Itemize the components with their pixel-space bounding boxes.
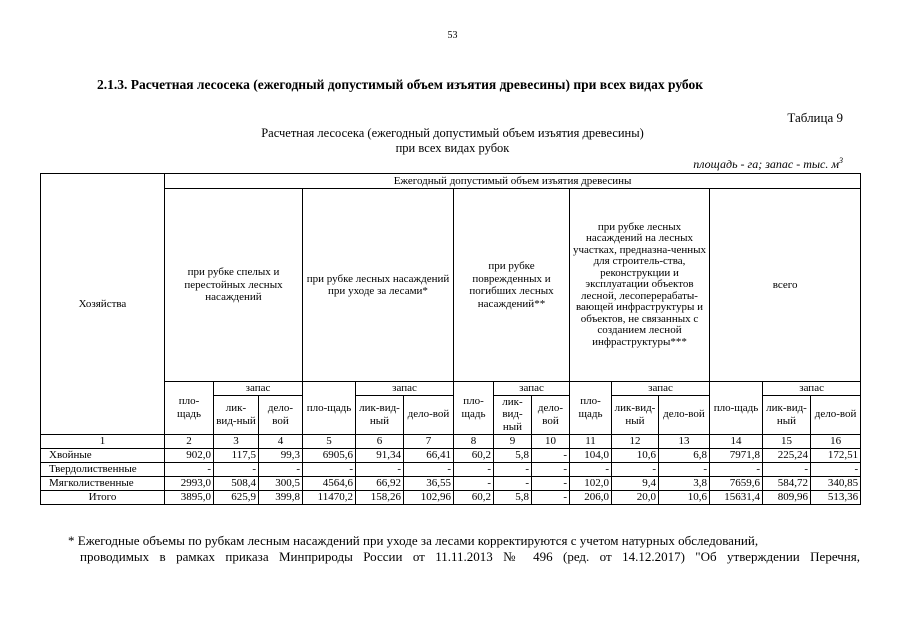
business-header: дело-вой	[404, 395, 454, 434]
table-cell: 508,4	[214, 476, 259, 490]
liquid-header: лик-вид-ный	[612, 395, 659, 434]
page-number: 53	[447, 30, 458, 41]
table-cell: -	[532, 476, 570, 490]
table-cell: 206,0	[570, 490, 612, 504]
table-cell: -	[612, 462, 659, 476]
area-header: пло-щадь	[454, 382, 494, 435]
group-mature-header: при рубке спелых и перестойных лесных насаждений	[165, 189, 303, 382]
table-cell: 5,8	[494, 448, 532, 462]
table-cell: 172,51	[811, 448, 861, 462]
table-cell: -	[532, 490, 570, 504]
footnote	[68, 533, 860, 565]
table-cell: -	[811, 462, 861, 476]
table-cell: 300,5	[259, 476, 303, 490]
row-label: Мягколиственные	[41, 476, 165, 490]
table-row	[41, 462, 861, 476]
column-number-cell: 15	[763, 434, 811, 448]
table-cell: 15631,4	[710, 490, 763, 504]
table-cell: 60,2	[454, 490, 494, 504]
table-cell: -	[303, 462, 356, 476]
stock-header: запас	[612, 382, 710, 396]
header-row-stock	[41, 382, 861, 396]
table-cell: 584,72	[763, 476, 811, 490]
table-cell: -	[494, 462, 532, 476]
table-cell: 66,41	[404, 448, 454, 462]
area-header: пло-щадь	[303, 382, 356, 435]
business-header: дело-вой	[259, 395, 303, 434]
table-cell: 117,5	[214, 448, 259, 462]
table-cell: 104,0	[570, 448, 612, 462]
column-numbers-row	[41, 434, 861, 448]
table-cell: 10,6	[612, 448, 659, 462]
annual-volume-header: Ежегодный допустимый объем изъятия древесины	[165, 174, 861, 189]
caption-line-1: Расчетная лесосека (ежегодный допустимый объем изъятия древесины)	[261, 126, 644, 140]
table-cell: 158,26	[356, 490, 404, 504]
header-row-top	[41, 174, 861, 189]
table-cell: -	[763, 462, 811, 476]
table-cell: -	[659, 462, 710, 476]
table-cell: 4564,6	[303, 476, 356, 490]
column-number-cell: 12	[612, 434, 659, 448]
table-cell: -	[570, 462, 612, 476]
area-header: пло-щадь	[570, 382, 612, 435]
units-note	[693, 156, 843, 172]
table-number: Таблица 9	[787, 110, 843, 125]
units-superscript: 3	[839, 156, 843, 165]
stock-header: запас	[494, 382, 570, 396]
section-heading: 2.1.3. Расчетная лесосека (ежегодный допустимый объем изъятия древесины) при всех видах рубок	[97, 77, 704, 92]
table-cell: 9,4	[612, 476, 659, 490]
table-cell: -	[259, 462, 303, 476]
table-cell: 11470,2	[303, 490, 356, 504]
column-number-cell: 2	[165, 434, 214, 448]
column-number-cell: 14	[710, 434, 763, 448]
table-cell: 102,96	[404, 490, 454, 504]
table-cell: 36,55	[404, 476, 454, 490]
table-cell: 91,34	[356, 448, 404, 462]
table-cell: 7659,6	[710, 476, 763, 490]
column-number-cell: 1	[41, 434, 165, 448]
table-cell: 809,96	[763, 490, 811, 504]
area-header: пло-щадь	[165, 382, 214, 435]
table-cell: -	[454, 462, 494, 476]
table-cell: -	[404, 462, 454, 476]
stock-header: запас	[214, 382, 303, 396]
table-cell: 2993,0	[165, 476, 214, 490]
column-number-cell: 9	[494, 434, 532, 448]
group-total-header: всего	[710, 189, 861, 382]
column-number-cell: 16	[811, 434, 861, 448]
row-label: Итого	[41, 490, 165, 504]
column-number-cell: 11	[570, 434, 612, 448]
footnote-line-1: * Ежегодные объемы по рубкам лесным насаждений при уходе за лесами корректируются с учетом натурных обследований,	[68, 533, 759, 548]
business-header: дело-вой	[659, 395, 710, 434]
business-header: дело-вой	[532, 395, 570, 434]
column-number-cell: 5	[303, 434, 356, 448]
table-cell: 20,0	[612, 490, 659, 504]
table-cell: 902,0	[165, 448, 214, 462]
table-cell: 66,92	[356, 476, 404, 490]
table-cell: 6,8	[659, 448, 710, 462]
liquid-header: лик-вид-ный	[763, 395, 811, 434]
liquid-header: лик-вид-ный	[356, 395, 404, 434]
table-cell: 99,3	[259, 448, 303, 462]
table-cell: 399,8	[259, 490, 303, 504]
liquid-header: лик-вид-ный	[494, 395, 532, 434]
header-row-groups	[41, 189, 861, 382]
table-cell: 625,9	[214, 490, 259, 504]
table-cell: 6905,6	[303, 448, 356, 462]
table-caption	[0, 126, 905, 156]
table-cell: 102,0	[570, 476, 612, 490]
row-label: Твердолиственные	[41, 462, 165, 476]
group-damaged-header: при рубке поврежденных и погибших лесных насаждений**	[454, 189, 570, 382]
cutting-volume-table	[40, 173, 861, 505]
row-label: Хвойные	[41, 448, 165, 462]
table-cell: -	[356, 462, 404, 476]
column-number-cell: 7	[404, 434, 454, 448]
table-body	[41, 448, 861, 504]
table-row	[41, 476, 861, 490]
table-cell: 7971,8	[710, 448, 763, 462]
table-cell: -	[494, 476, 532, 490]
column-number-cell: 4	[259, 434, 303, 448]
table-cell: 225,24	[763, 448, 811, 462]
table-cell: -	[710, 462, 763, 476]
table-row	[41, 490, 861, 504]
area-header: пло-щадь	[710, 382, 763, 435]
table-cell: -	[214, 462, 259, 476]
table-cell: 3,8	[659, 476, 710, 490]
business-header: дело-вой	[811, 395, 861, 434]
table-cell: -	[532, 462, 570, 476]
stock-header: запас	[356, 382, 454, 396]
table-row	[41, 448, 861, 462]
column-number-cell: 8	[454, 434, 494, 448]
stock-header: запас	[763, 382, 861, 396]
column-number-cell: 6	[356, 434, 404, 448]
group-infrastructure-header: при рубке лесных насаждений на лесных участках, предназна-ченных для строитель-ства, реконструкции и эксплуатации объектов лесной, лесоперерабаты-вающей инфраструктуры и объектов, не связанных с созданием лесной инфраструктуры***	[570, 189, 710, 382]
liquid-header: лик-вид-ный	[214, 395, 259, 434]
table-cell: -	[532, 448, 570, 462]
table-cell: 60,2	[454, 448, 494, 462]
column-number-cell: 10	[532, 434, 570, 448]
table-cell: 5,8	[494, 490, 532, 504]
footnote-line-2: проводимых в рамках приказа Минприроды России от 11.11.2013 № 496 (ред. от 14.12.2017) "Об утверждении Перечня,	[80, 549, 860, 564]
column-number-cell: 13	[659, 434, 710, 448]
group-care-header: при рубке лесных насаждений при уходе за лесами*	[303, 189, 454, 382]
table-cell: 10,6	[659, 490, 710, 504]
table-cell: 513,36	[811, 490, 861, 504]
farm-header: Хозяйства	[41, 174, 165, 435]
table-cell: -	[454, 476, 494, 490]
units-text: площадь - га; запас - тыс. м	[693, 157, 839, 171]
column-number-cell: 3	[214, 434, 259, 448]
table-cell: 3895,0	[165, 490, 214, 504]
table-cell: -	[165, 462, 214, 476]
caption-line-2: при всех видах рубок	[395, 141, 510, 155]
table-cell: 340,85	[811, 476, 861, 490]
